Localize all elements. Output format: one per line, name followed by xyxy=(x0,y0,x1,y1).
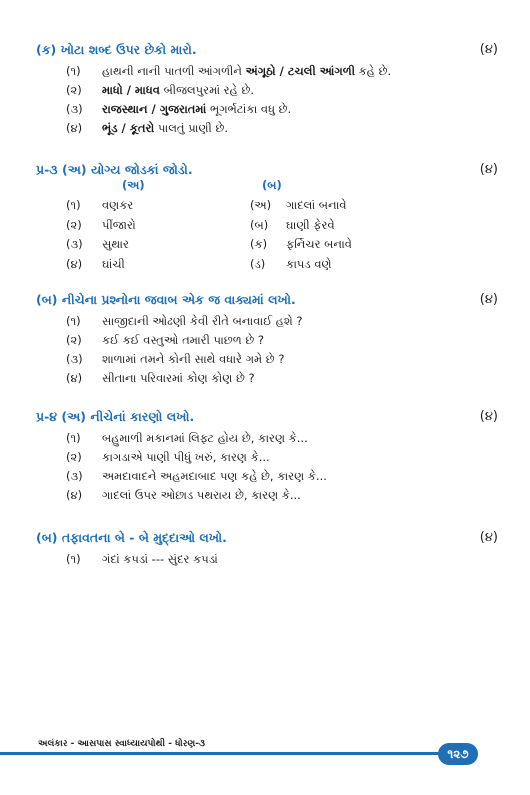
item-letter: (ડ) xyxy=(250,256,266,271)
item-number: (૧) xyxy=(66,64,81,78)
item-text: માધો / માધવ બીજલપુરમાં રહે છે. xyxy=(102,83,254,97)
section-header xyxy=(36,409,498,431)
item-number: (૩) xyxy=(66,352,83,366)
item-text: બહુમાળી મકાનમાં લિફ્ટ હોય છે, કારણ કે... xyxy=(102,431,308,445)
list-item xyxy=(36,450,498,469)
item-number: (૩) xyxy=(66,237,83,251)
choice-words: માધો / માધવ xyxy=(102,83,160,97)
section-marks: (૪) xyxy=(479,409,498,424)
item-number: (૩) xyxy=(66,102,83,116)
list-item xyxy=(36,431,498,450)
section-match-pairs xyxy=(36,162,498,276)
page-number-badge: ૧૨૭ xyxy=(438,743,478,765)
match-row xyxy=(36,218,498,238)
section-title: પ્ર-૩ (અ) યોગ્ય જોડકાં જોડો. xyxy=(36,162,193,177)
list-item xyxy=(36,469,498,488)
choice-words: ભૂંડ / કૂતરો xyxy=(102,121,155,135)
item-text: સીતાના પરિવારમાં કોણ કોણ છે ? xyxy=(102,371,255,385)
list-item xyxy=(36,552,498,571)
list-item xyxy=(36,488,498,507)
section-marks: (૪) xyxy=(479,292,498,307)
item-letter: (ક) xyxy=(250,237,268,251)
section-write-reasons xyxy=(36,409,498,507)
item-text: ભૂંડ / કૂતરો પાલતું પ્રાણી છે. xyxy=(102,121,229,135)
match-row xyxy=(36,257,498,277)
column-a-header: (અ) xyxy=(122,178,145,192)
list-item xyxy=(36,102,498,121)
item-letter: (અ) xyxy=(250,198,272,212)
column-headers xyxy=(36,178,498,192)
list-item xyxy=(36,333,498,352)
column-b-item: ગાદલાં બનાવે xyxy=(286,198,347,212)
item-number: (૨) xyxy=(66,450,82,464)
section-title: (ક) ખોટા શબ્દ ઉપર છેકો મારો. xyxy=(36,42,197,57)
column-b-item: કાપડ વણે xyxy=(286,256,332,271)
section-title: પ્ર-૪ (અ) નીચેનાં કારણો લખો. xyxy=(36,409,195,424)
item-number: (૧) xyxy=(66,314,81,328)
item-number: (૨) xyxy=(66,333,82,347)
item-number: (૩) xyxy=(66,469,83,483)
item-number: (૧) xyxy=(66,552,81,566)
item-number: (૪) xyxy=(66,121,83,135)
list-item xyxy=(36,371,498,390)
column-b-item: ફર્નિચર બનાવે xyxy=(286,237,352,251)
item-text: હાથની નાની પાતળી આંગળીને અંગૂઠો / ટચલી આંગળી કહે છે. xyxy=(102,64,392,78)
section-differences xyxy=(36,530,498,571)
item-letter: (બ) xyxy=(250,217,269,232)
list-item xyxy=(36,314,498,333)
column-a-item: સુથાર xyxy=(102,237,129,251)
list-item xyxy=(36,121,498,140)
page-footer xyxy=(0,740,530,770)
choice-words: અંગૂઠો / ટચલી આંગળી xyxy=(245,64,356,78)
section-one-sentence-answers xyxy=(36,292,498,390)
section-header xyxy=(36,292,498,314)
column-a-item: ઘાંચી xyxy=(102,256,125,271)
item-text: કઈ કઈ વસ્તુઓ તમારી પાછળ છે ? xyxy=(102,333,264,347)
column-a-item: વણકર xyxy=(102,198,134,212)
section-marks: (૪) xyxy=(479,42,498,57)
item-number: (૪) xyxy=(66,488,83,502)
list-item xyxy=(36,64,498,83)
item-text: ગાદલાં ઉપર ઓછાડ પથરાય છે, કારણ કે... xyxy=(102,488,301,502)
section-title: (બ) તફાવતના બે - બે મુદ્દાઓ લખો. xyxy=(36,530,227,545)
section-title: (બ) નીચેના પ્રશ્નોના જવાબ એક જ વાક્યમાં લખો. xyxy=(36,292,296,307)
item-text: શાળામાં તમને કોની સાથે વધારે ગમે છે ? xyxy=(102,352,285,366)
footer-rule xyxy=(0,752,450,755)
match-row xyxy=(36,237,498,257)
list-item xyxy=(36,352,498,371)
item-number: (૪) xyxy=(66,256,83,271)
item-text: ગંદાં કપડાં --- સુંદર કપડાં xyxy=(102,552,218,566)
item-text: અમદાવાદને અહમદાબાદ પણ કહે છે, કારણ કે... xyxy=(102,469,327,483)
column-b-header: (બ) xyxy=(262,178,282,192)
column-a-item: પીંજારો xyxy=(102,217,136,232)
footer-book-title: અલંકાર - આસપાસ સ્વાધ્યાયપોથી - ધોરણ-૩ xyxy=(34,739,209,749)
section-marks: (૪) xyxy=(479,162,498,177)
item-text: સાજીદાની ઓઢણી કેવી રીતે બનાવાઈ હશે ? xyxy=(102,314,303,328)
item-number: (૪) xyxy=(66,371,83,385)
section-strike-wrong-word xyxy=(36,42,498,140)
item-number: (૨) xyxy=(66,83,82,97)
section-header xyxy=(36,530,498,552)
list-item xyxy=(36,83,498,102)
item-number: (૧) xyxy=(66,431,81,445)
item-number: (૧) xyxy=(66,198,81,212)
item-text: રાજસ્થાન / ગુજરાતમાં ભૂગર્ભટાંકા વધુ છે. xyxy=(102,102,292,116)
column-b-item: ઘાણી ફેરવે xyxy=(286,217,335,232)
item-number: (૨) xyxy=(66,217,82,232)
item-text: કાગડાએ પાણી પીધું ખરું, કારણ કે... xyxy=(102,450,270,464)
section-marks: (૪) xyxy=(479,530,498,545)
section-header xyxy=(36,42,498,64)
choice-words: રાજસ્થાન / ગુજરાતમાં xyxy=(102,102,207,116)
match-row xyxy=(36,198,498,218)
